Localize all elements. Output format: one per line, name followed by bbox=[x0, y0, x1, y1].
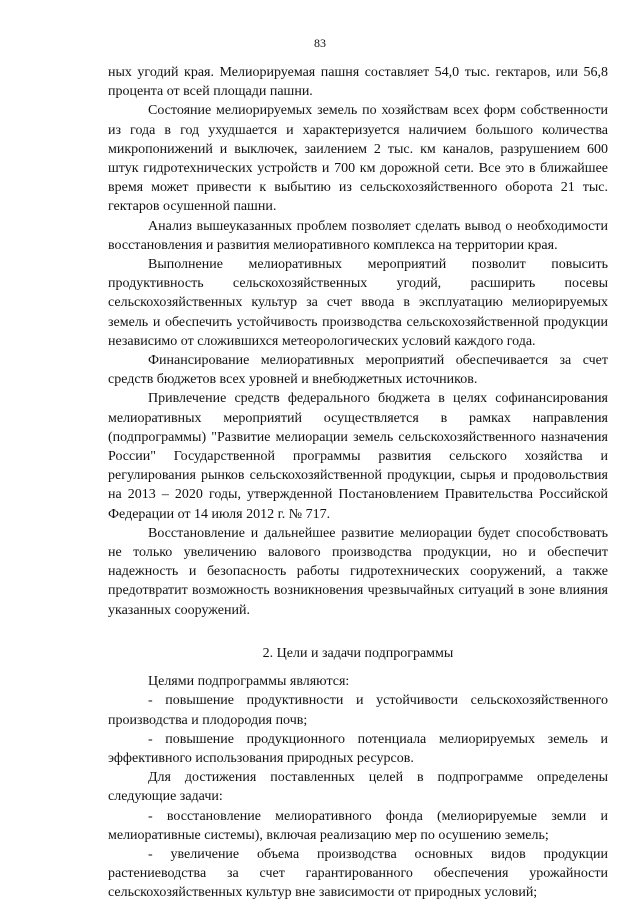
paragraph: Привлечение средств федерального бюджета в целях софинансирования мелиоративных мероприятий осуществляется в рамках направления (подпрограммы) "Развитие мелиорации земель сельскохозяйственного назначения России" Государственной программы развития сельского хозяйства и регулирования рынков сельскохозяйственной продукции, сырья и продовольствия на 2013 – 2020 годы, утвержденной Постановлением Правительства Российской Федерации от 14 июля 2012 г. № 717. bbox=[108, 391, 608, 522]
paragraph: ных угодий края. Мелиорируемая пашня составляет 54,0 тыс. гектаров, или 56,8 процента от всей площади пашни. bbox=[108, 65, 608, 100]
list-item: - повышение продукционного потенциала мелиорируемых земель и эффективного использования природных ресурсов. bbox=[108, 731, 608, 766]
paragraph: Восстановление и дальнейшее развитие мелиорации будет способствовать не только увеличению валового производства продукции, но и обеспечит надежность и безопасность работы гидротехнических сооружений, а также предотвратит возможность возникновения чрезвычайных ситуаций в зоне влияния указанных сооружений. bbox=[108, 525, 608, 618]
list-item: - восстановление мелиоративного фонда (мелиорируемые земли и мелиоративные системы), включая реализацию мер по осушению земель; bbox=[108, 808, 608, 843]
paragraph: Финансирование мелиоративных мероприятий обеспечивается за счет средств бюджетов всех уровней и внебюджетных источников. bbox=[108, 353, 608, 388]
paragraph: Состояние мелиорируемых земель по хозяйствам всех форм собственности из года в год ухудшается и характеризуется наличием большого количества микропонижений и выключек, заилением 2 тыс. км каналов, разрушением 600 штук гидротехнических устройств и 700 км дорожной сети. Все это в ближайшее время может привести к выбытию из сельскохозяйственного оборота 21 тыс. гектаров осушенной пашни. bbox=[108, 103, 608, 215]
paragraph: Выполнение мелиоративных мероприятий позволит повысить продуктивность сельскохозяйственных угодий, расширить посевы сельскохозяйственных культур за счет ввода в эксплуатацию мелиорируемых земель и обеспечить устойчивость производства сельскохозяйственной продукции независимо от сложившихся метеорологических условий каждого года. bbox=[108, 257, 608, 349]
paragraph: Целями подпрограммы являются: bbox=[148, 674, 350, 690]
paragraph: Анализ вышеуказанных проблем позволяет сделать вывод о необходимости восстановления и развития мелиоративного комплекса на территории края. bbox=[108, 218, 608, 253]
document-body bbox=[108, 63, 608, 903]
paragraph: Для достижения поставленных целей в подпрограмме определены следующие задачи: bbox=[108, 770, 608, 805]
section-heading: 2. Цели и задачи подпрограммы bbox=[262, 645, 454, 661]
list-item: - увеличение объема производства основных видов продукции растениеводства за счет гарантированного обеспечения урожайности сельскохозяйственных культур вне зависимости от природных условий; bbox=[108, 846, 608, 901]
page-number: 83 bbox=[314, 36, 326, 50]
list-item: - повышение продуктивности и устойчивости сельскохозяйственного производства и плодородия почв; bbox=[108, 693, 608, 728]
